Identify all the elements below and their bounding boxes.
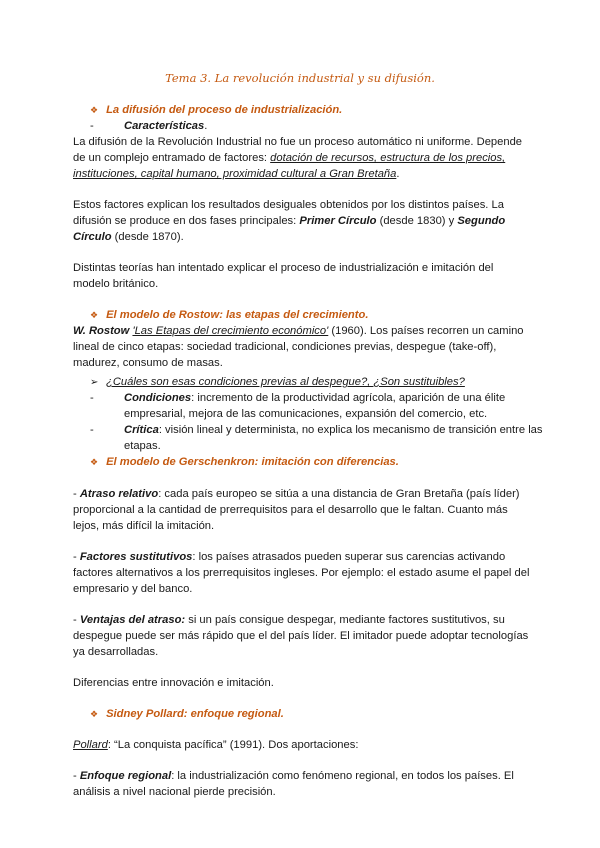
paragraph-line: La difusión de la Revolución Industrial no fue un proceso automático ni uniforme. Depende xyxy=(73,136,523,148)
diamond-bullet-icon: ❖ xyxy=(90,709,99,719)
paragraph-line: lineal de cinco etapas: sociedad tradicional, condiciones previas, despegue (take-off), xyxy=(73,341,497,353)
paragraph-line: Distintas teorías han intentado explicar el proceso de industrialización e imitación del xyxy=(73,262,494,274)
paragraph-line: etapas. xyxy=(124,440,161,452)
diamond-bullet-icon: ❖ xyxy=(90,310,99,320)
question-line: ➢ ¿Cuáles son esas condiciones previas al despegue?, ¿Son sustituibles? xyxy=(90,374,465,391)
diamond-bullet-icon: ❖ xyxy=(90,105,99,115)
paragraph-line: madurez, consumo de masas. xyxy=(73,357,223,369)
subheading-caracteristicas: - Características. xyxy=(90,120,208,132)
paragraph-line: - Factores sustitutivos: los países atrasados pueden superar sus carencias activando xyxy=(73,551,506,563)
section-heading-gerschenkron: ❖ El modelo de Gerschenkron: imitación con diferencias. xyxy=(90,456,399,468)
paragraph-line: Círculo (desde 1870). xyxy=(73,231,184,243)
paragraph-line: - Enfoque regional: la industrialización como fenómeno regional, en todos los países. El xyxy=(73,770,514,782)
arrow-bullet-icon: ➢ xyxy=(90,377,99,388)
section-heading-difusion: ❖ La difusión del proceso de industrialización. xyxy=(90,104,343,116)
paragraph-line: despegue puede ser más rápido que el del país líder. El imitador puede adoptar tecnologías xyxy=(73,630,529,642)
paragraph-line: - Ventajas del atraso: si un país consigue despegar, mediante factores sustitutivos, su xyxy=(73,614,505,626)
paragraph-line: instituciones, capital humano, proximidad cultural a Gran Bretaña. xyxy=(73,168,400,180)
paragraph-line: Estos factores explican los resultados desiguales obtenidos por los distintos países. La xyxy=(73,199,504,211)
paragraph-line: factores alternativos a los prerrequisitos ingleses. Por ejemplo: el estado asume el papel del xyxy=(73,567,530,579)
paragraph-line: difusión se produce en dos fases principales: Primer Círculo (desde 1830) y Segundo xyxy=(73,215,506,227)
paragraph-line: Diferencias entre innovación e imitación. xyxy=(73,677,274,689)
list-item-critica: - Crítica: visión lineal y determinista, no explica los mecanismo de transición entre las xyxy=(90,424,543,436)
paragraph-line: lejos, más difícil la imitación. xyxy=(73,520,215,532)
paragraph-line: Pollard: “La conquista pacífica” (1991). Dos aportaciones: xyxy=(73,739,359,751)
paragraph-line: W. Rostow 'Las Etapas del crecimiento económico' (1960). Los países recorren un camino xyxy=(73,325,524,337)
paragraph-line: de un complejo entramado de factores: dotación de recursos, estructura de los precios, xyxy=(73,152,506,164)
paragraph-line: análisis a nivel nacional pierde precisión. xyxy=(73,786,276,798)
section-heading-rostow: ❖ El modelo de Rostow: las etapas del crecimiento. xyxy=(90,309,369,321)
list-item-condiciones: - Condiciones: incremento de la productividad agrícola, aparición de una élite xyxy=(90,392,506,404)
paragraph-line: empresarial, mejora de las comunicaciones, expansión del comercio, etc. xyxy=(124,408,488,420)
diamond-bullet-icon: ❖ xyxy=(90,457,99,467)
paragraph-line: proporcional a la cantidad de prerrequisitos para el desarrollo que le faltan. Cuanto más xyxy=(73,504,508,516)
section-heading-pollard: ❖ Sidney Pollard: enfoque regional. xyxy=(90,708,284,720)
paragraph-line: ya desarrolladas. xyxy=(73,646,159,658)
document-title: Tema 3. La revolución industrial y su difusión. xyxy=(165,71,435,85)
paragraph-line: - Atraso relativo: cada país europeo se sitúa a una distancia de Gran Bretaña (país líder) xyxy=(73,488,520,500)
paragraph-line: empresario y del banco. xyxy=(73,583,193,595)
paragraph-line: modelo británico. xyxy=(73,278,159,290)
